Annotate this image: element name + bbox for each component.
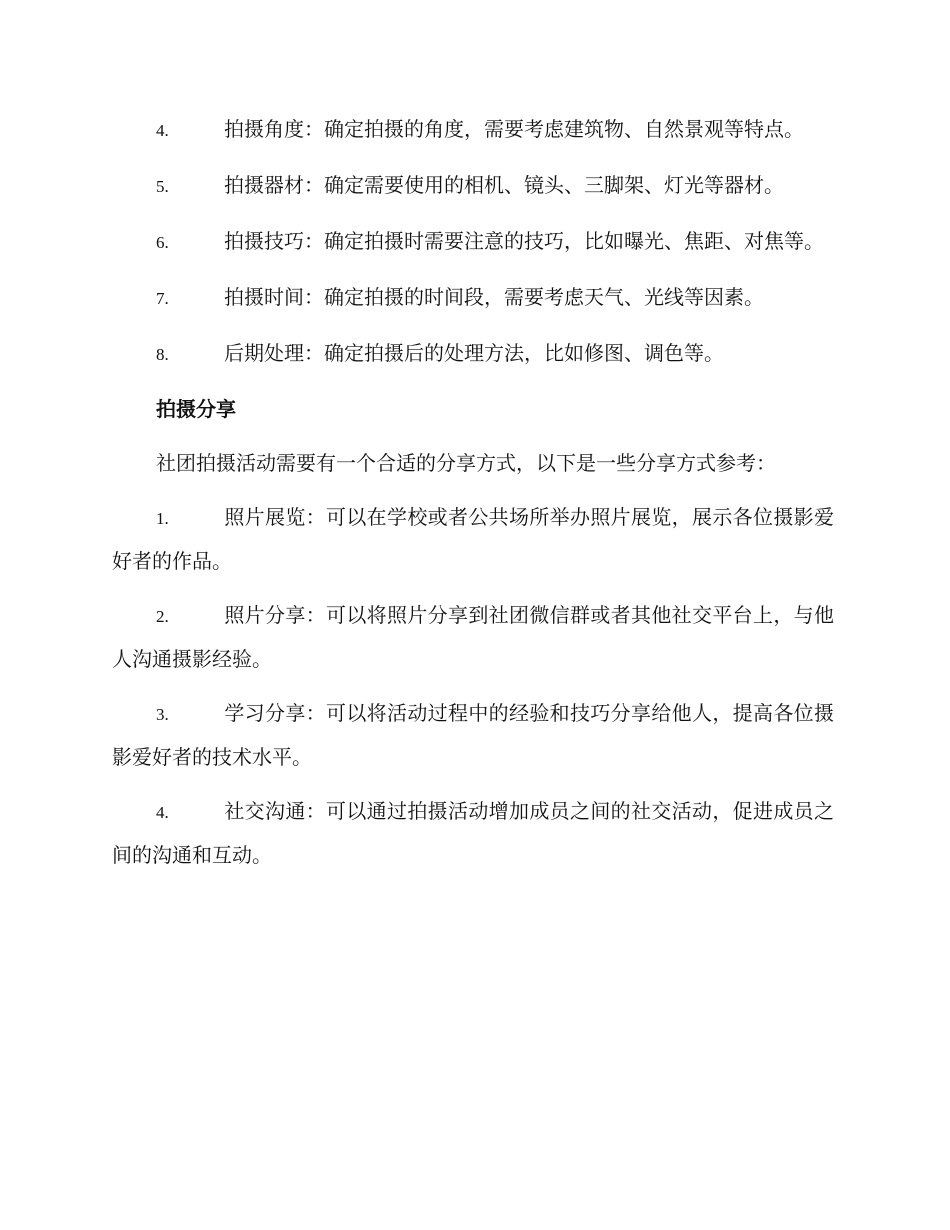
list-item	[112, 108, 834, 152]
list-text: 后期处理：确定拍摄后的处理方法，比如修图、调色等。	[224, 341, 724, 365]
list-item	[112, 496, 834, 582]
list-text: 拍摄角度：确定拍摄的角度，需要考虑建筑物、自然景观等特点。	[224, 117, 804, 141]
list-text: 拍摄时间：确定拍摄的时间段，需要考虑天气、光线等因素。	[224, 285, 764, 309]
list-text: 拍摄器材：确定需要使用的相机、镜头、三脚架、灯光等器材。	[224, 173, 784, 197]
list-text: 拍摄技巧：确定拍摄时需要注意的技巧，比如曝光、焦距、对焦等。	[224, 229, 824, 253]
section-heading: 拍摄分享	[156, 397, 236, 421]
list-number: 5.	[156, 177, 169, 196]
list-item	[112, 332, 834, 376]
list-item	[112, 594, 834, 680]
list-item	[112, 276, 834, 320]
list-number: 2.	[156, 607, 169, 626]
list-number: 7.	[156, 289, 169, 308]
list-number: 8.	[156, 345, 169, 364]
list-number: 3.	[156, 705, 169, 724]
document-body	[112, 108, 834, 888]
list-item	[112, 692, 834, 778]
list-item	[112, 164, 834, 208]
list-item	[112, 790, 834, 876]
section-intro: 社团拍摄活动需要有一个合适的分享方式，以下是一些分享方式参考：	[156, 451, 776, 475]
list-text: 照片展览：可以在学校或者公共场所举办照片展览，展示各位摄影爱好者的作品。	[112, 505, 834, 573]
list-text: 照片分享：可以将照片分享到社团微信群或者其他社交平台上，与他人沟通摄影经验。	[112, 603, 834, 671]
list-text: 学习分享：可以将活动过程中的经验和技巧分享给他人，提高各位摄影爱好者的技术水平。	[112, 701, 834, 769]
list-number: 1.	[156, 509, 169, 528]
list-item	[112, 220, 834, 264]
list-number: 6.	[156, 233, 169, 252]
list-number: 4.	[156, 803, 169, 822]
list-text: 社交沟通：可以通过拍摄活动增加成员之间的社交活动，促进成员之间的沟通和互动。	[112, 799, 834, 867]
list-number: 4.	[156, 121, 169, 140]
